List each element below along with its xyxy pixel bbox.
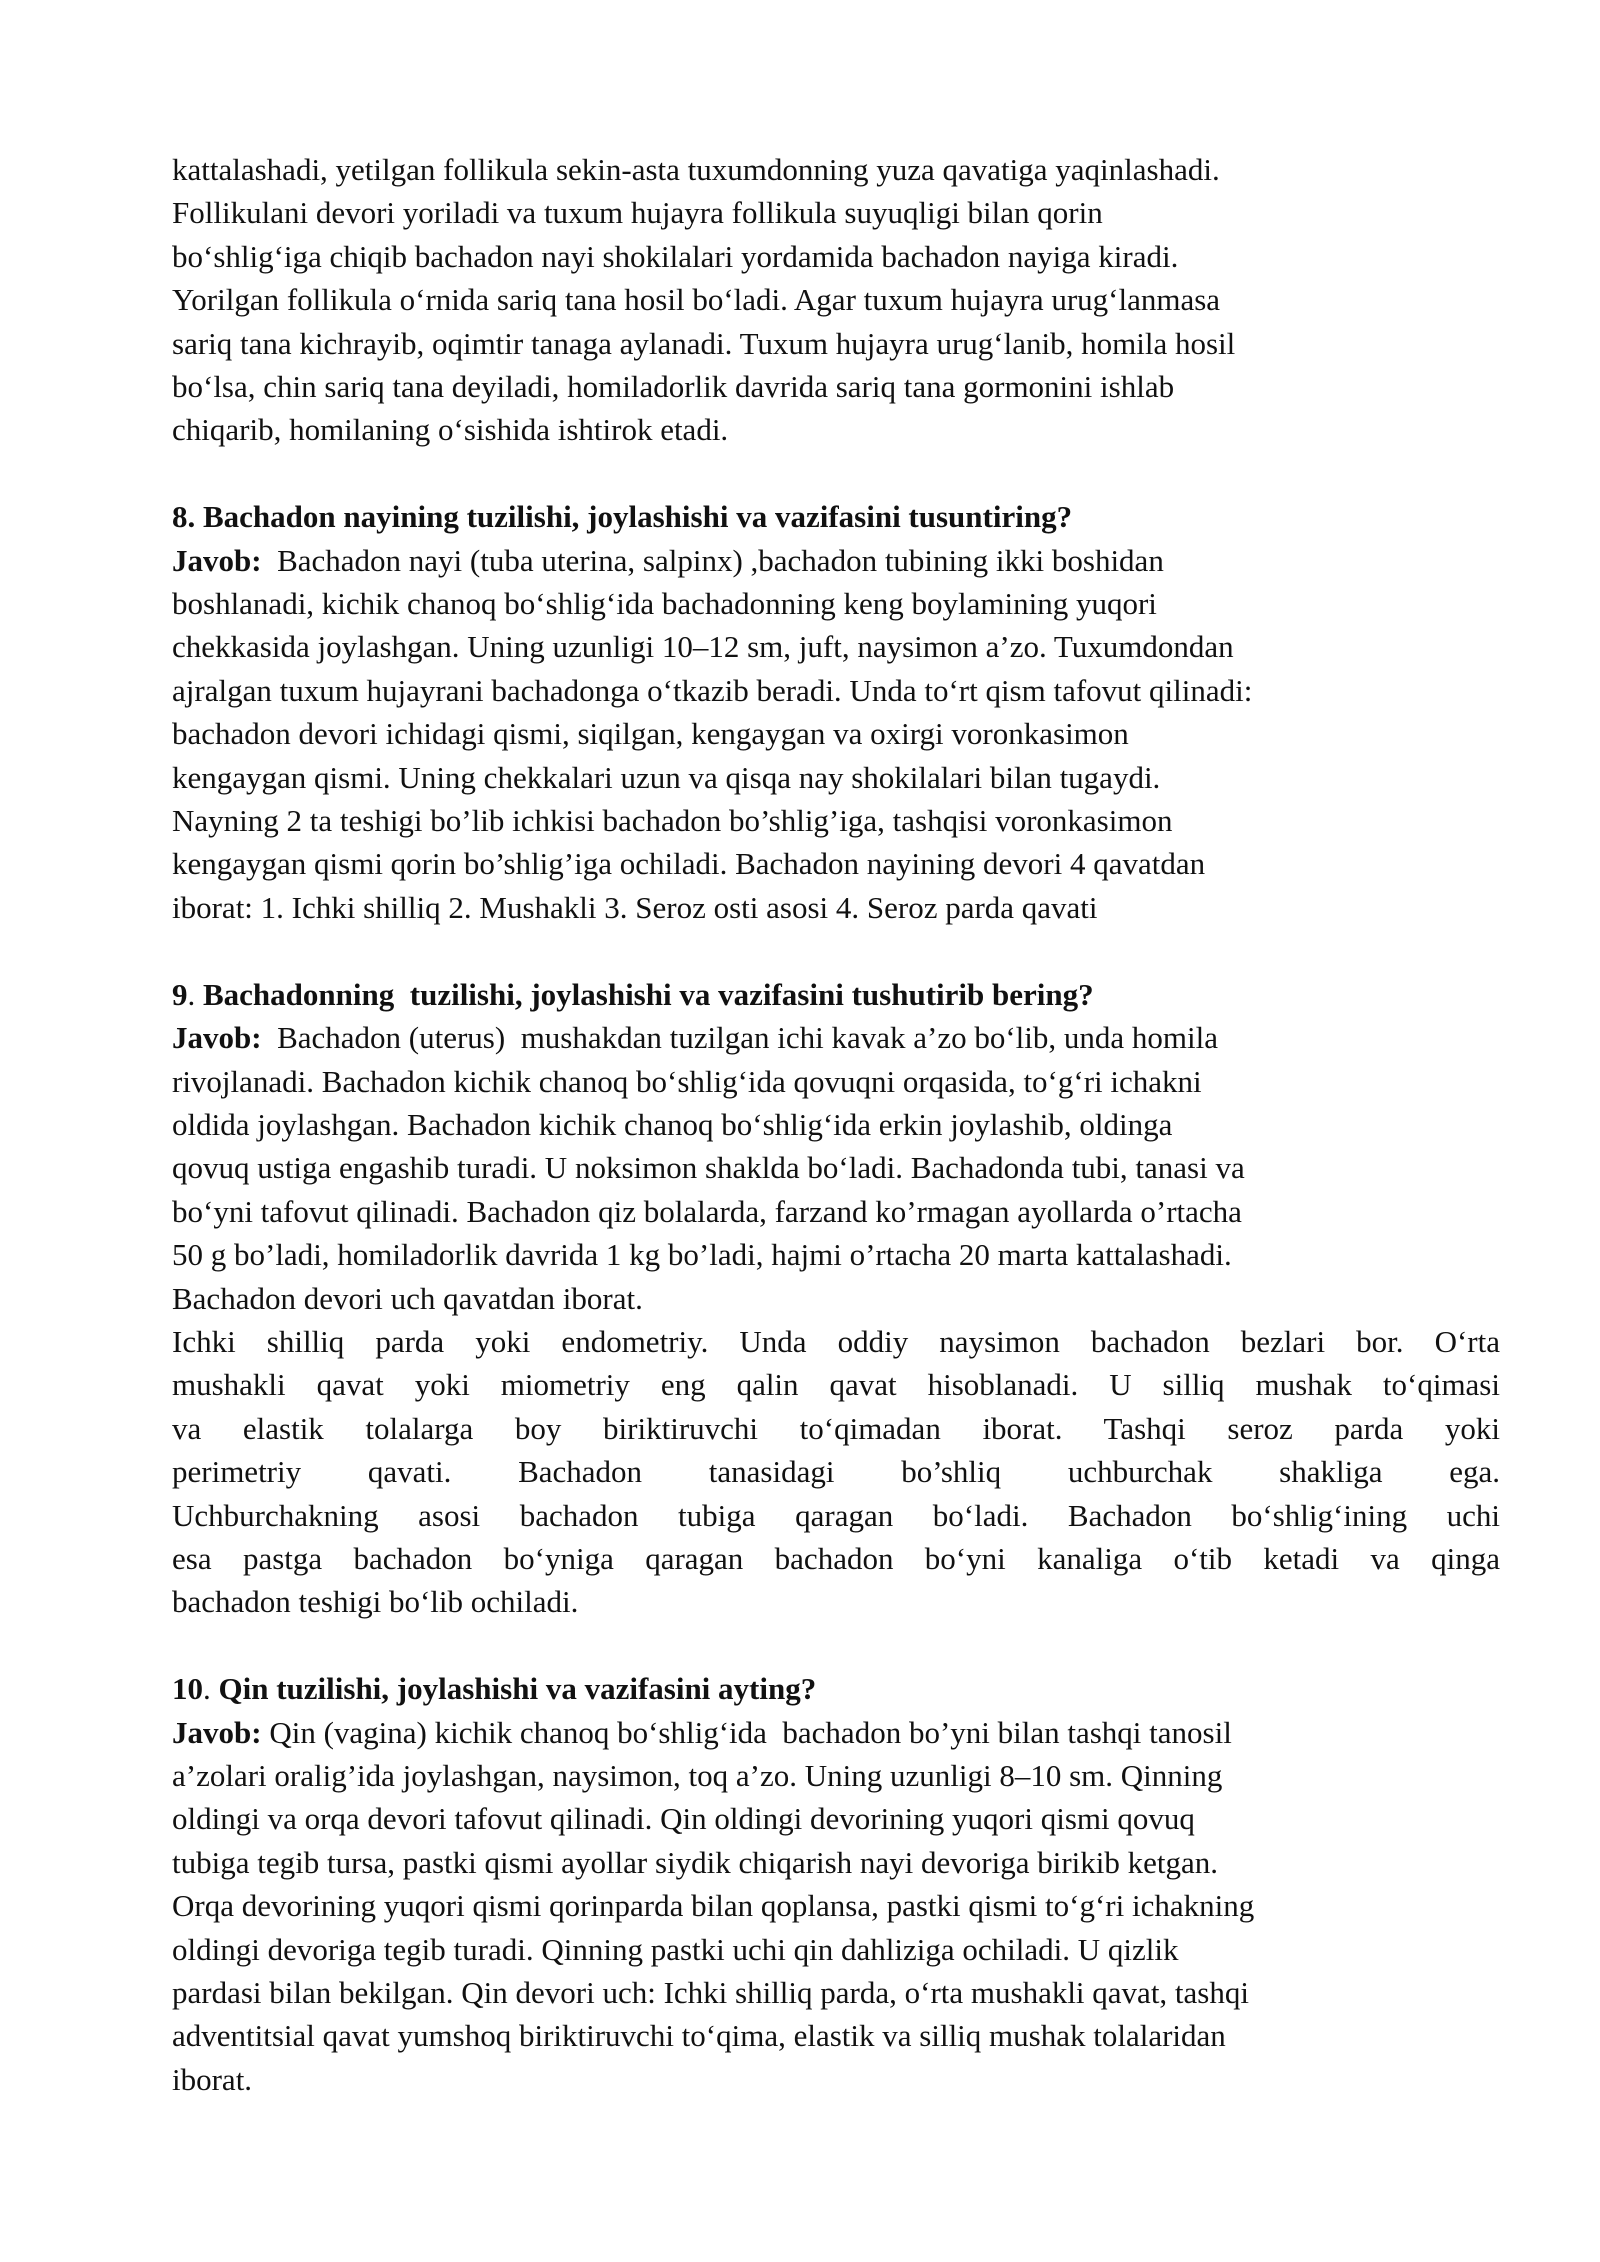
text-line: Uchburchakning asosi bachadon tubiga qaragan bo‘ladi. Bachadon bo‘shlig‘ining uchi xyxy=(172,1497,1500,1533)
text-line: bo‘lsa, chin sariq tana deyiladi, homiladorlik davrida sariq tana gormonini ishlab xyxy=(172,369,1175,405)
text-line: adventitsial qavat yumshoq biriktiruvchi to‘qima, elastik va silliq mushak tolalaridan xyxy=(172,2018,1226,2054)
question-number: 10 xyxy=(172,1671,203,1707)
answer-text: Qin (vagina) kichik chanoq bo‘shlig‘ida bachadon bo’yni bilan tashqi tanosil xyxy=(261,1714,1232,1750)
text-line: kengaygan qismi. Uning chekkalari uzun va qisqa nay shokilalari bilan tugaydi. xyxy=(172,759,1161,795)
intro-paragraph xyxy=(172,148,1500,452)
answer-label: Javob: xyxy=(172,1714,262,1750)
text-line: a’zolari oralig’ida joylashgan, naysimon, toq a’zo. Uning uzunligi 8–10 sm. Qinning xyxy=(172,1757,1223,1793)
text-line: mushakli qavat yoki miometriy eng qalin qavat hisoblanadi. U silliq mushak to‘qimasi xyxy=(172,1367,1500,1403)
question-9-heading xyxy=(172,973,1500,1016)
text-line: Bachadon devori uch qavatdan iborat. xyxy=(172,1280,643,1316)
question-text: Qin tuzilishi, joylashishi va vazifasini ayting? xyxy=(210,1671,817,1707)
text-line: chekkasida joylashgan. Uning uzunligi 10–12 sm, juft, naysimon a’zo. Tuxumdondan xyxy=(172,629,1234,665)
paragraph-gap xyxy=(172,452,1500,495)
text-line: qovuq ustiga engashib turadi. U noksimon shaklda bo‘ladi. Bachadonda tubi, tanasi va xyxy=(172,1150,1245,1186)
text-line: oldingi va orqa devori tafovut qilinadi. Qin oldingi devorining yuqori qismi qovuq xyxy=(172,1801,1195,1837)
text-line: bachadon devori ichidagi qismi, siqilgan, kengaygan va oxirgi voronkasimon xyxy=(172,716,1129,752)
text-line: oldida joylashgan. Bachadon kichik chanoq bo‘shlig‘ida erkin joylashib, oldinga xyxy=(172,1106,1173,1142)
text-line: Nayning 2 ta teshigi bo’lib ichkisi bachadon bo’shlig’iga, tashqisi voronkasimon xyxy=(172,803,1173,839)
paragraph-gap xyxy=(172,1624,1500,1667)
text-line: Ichki shilliq parda yoki endometriy. Unda oddiy naysimon bachadon bezlari bor. O‘rta xyxy=(172,1323,1500,1359)
question-8-section xyxy=(172,495,1500,929)
answer-8-first-line xyxy=(172,539,1500,582)
question-text: Bachadonning tuzilishi, joylashishi va vazifasini tushutirib bering? xyxy=(195,976,1094,1012)
answer-9-first-line xyxy=(172,1016,1500,1059)
text-line: 50 g bo’ladi, homiladorlik davrida 1 kg bo’ladi, hajmi o’rtacha 20 marta kattalashadi. xyxy=(172,1237,1232,1273)
text-line: iborat: 1. Ichki shilliq 2. Mushakli 3. Seroz osti asosi 4. Seroz parda qavati xyxy=(172,889,1098,925)
question-9-section xyxy=(172,973,1500,1624)
question-dot: . xyxy=(187,976,196,1012)
question-number: 9 xyxy=(172,976,188,1012)
text-line: chiqarib, homilaning o‘sishida ishtirok etadi. xyxy=(172,412,729,448)
question-dot: . xyxy=(203,1671,211,1707)
question-10-section xyxy=(172,1667,1500,2101)
answer-text: Bachadon nayi (tuba uterina, salpinx) ,bachadon tubining ikki boshidan xyxy=(261,542,1164,578)
text-line: bachadon teshigi bo‘lib ochiladi. xyxy=(172,1584,579,1620)
paragraph-gap xyxy=(172,929,1500,972)
text-line: rivojlanadi. Bachadon kichik chanoq bo‘shlig‘ida qovuqni orqasida, to‘g‘ri ichakni xyxy=(172,1063,1202,1099)
answer-text: Bachadon (uterus) mushakdan tuzilgan ichi kavak a’zo bo‘lib, unda homila xyxy=(261,1020,1218,1056)
text-line: pardasi bilan bekilgan. Qin devori uch: Ichki shilliq parda, o‘rta mushakli qavat, tashqi xyxy=(172,1975,1249,2011)
text-line: tubiga tegib tursa, pastki qismi ayollar siydik chiqarish nayi devoriga birikib ketgan. xyxy=(172,1844,1219,1880)
text-line: kattalashadi, yetilgan follikula sekin-asta tuxumdonning yuza qavatiga yaqinlashadi. xyxy=(172,152,1220,187)
question-8-heading: 8. Bachadon nayining tuzilishi, joylashishi va vazifasini tusuntiring? xyxy=(172,499,1073,535)
text-line: sariq tana kichrayib, oqimtir tanaga aylanadi. Tuxum hujayra urug‘lanib, homila hosil xyxy=(172,325,1236,361)
text-line: Yorilgan follikula o‘rnida sariq tana hosil bo‘ladi. Agar tuxum hujayra urug‘lanmasa xyxy=(172,282,1221,318)
answer-label: Javob: xyxy=(172,1020,262,1056)
text-line: oldingi devoriga tegib turadi. Qinning pastki uchi qin dahliziga ochiladi. U qizlik xyxy=(172,1931,1179,1967)
text-line: boshlanadi, kichik chanoq bo‘shlig‘ida bachadonning keng boylamining yuqori xyxy=(172,586,1157,622)
text-line: kengaygan qismi qorin bo’shlig’iga ochiladi. Bachadon nayining devori 4 qavatdan xyxy=(172,846,1206,882)
answer-10-first-line xyxy=(172,1711,1500,1754)
text-line: bo‘yni tafovut qilinadi. Bachadon qiz bolalarda, farzand ko’rmagan ayollarda o’rtacha xyxy=(172,1193,1242,1229)
text-line: Follikulani devori yoriladi va tuxum hujayra follikula suyuqligi bilan qorin xyxy=(172,195,1103,231)
text-line: ajralgan tuxum hujayrani bachadonga o‘tkazib beradi. Unda to‘rt qism tafovut qilinadi: xyxy=(172,672,1253,708)
text-line: Orqa devorining yuqori qismi qorinparda bilan qoplansa, pastki qismi to‘g‘ri ichakning xyxy=(172,1888,1255,1924)
text-line: esa pastga bachadon bo‘yniga qaragan bachadon bo‘yni kanaliga o‘tib ketadi va qinga xyxy=(172,1540,1500,1576)
text-line: va elastik tolalarga boy biriktiruvchi to‘qimadan iborat. Tashqi seroz parda yoki xyxy=(172,1410,1500,1446)
question-10-heading xyxy=(172,1667,1500,1710)
text-line: perimetriy qavati. Bachadon tanasidagi bo’shliq uchburchak shakliga ega. xyxy=(172,1454,1500,1490)
text-line: bo‘shlig‘iga chiqib bachadon nayi shokilalari yordamida bachadon nayiga kiradi. xyxy=(172,238,1179,274)
text-line: iborat. xyxy=(172,2061,253,2097)
answer-label: Javob: xyxy=(172,542,262,578)
